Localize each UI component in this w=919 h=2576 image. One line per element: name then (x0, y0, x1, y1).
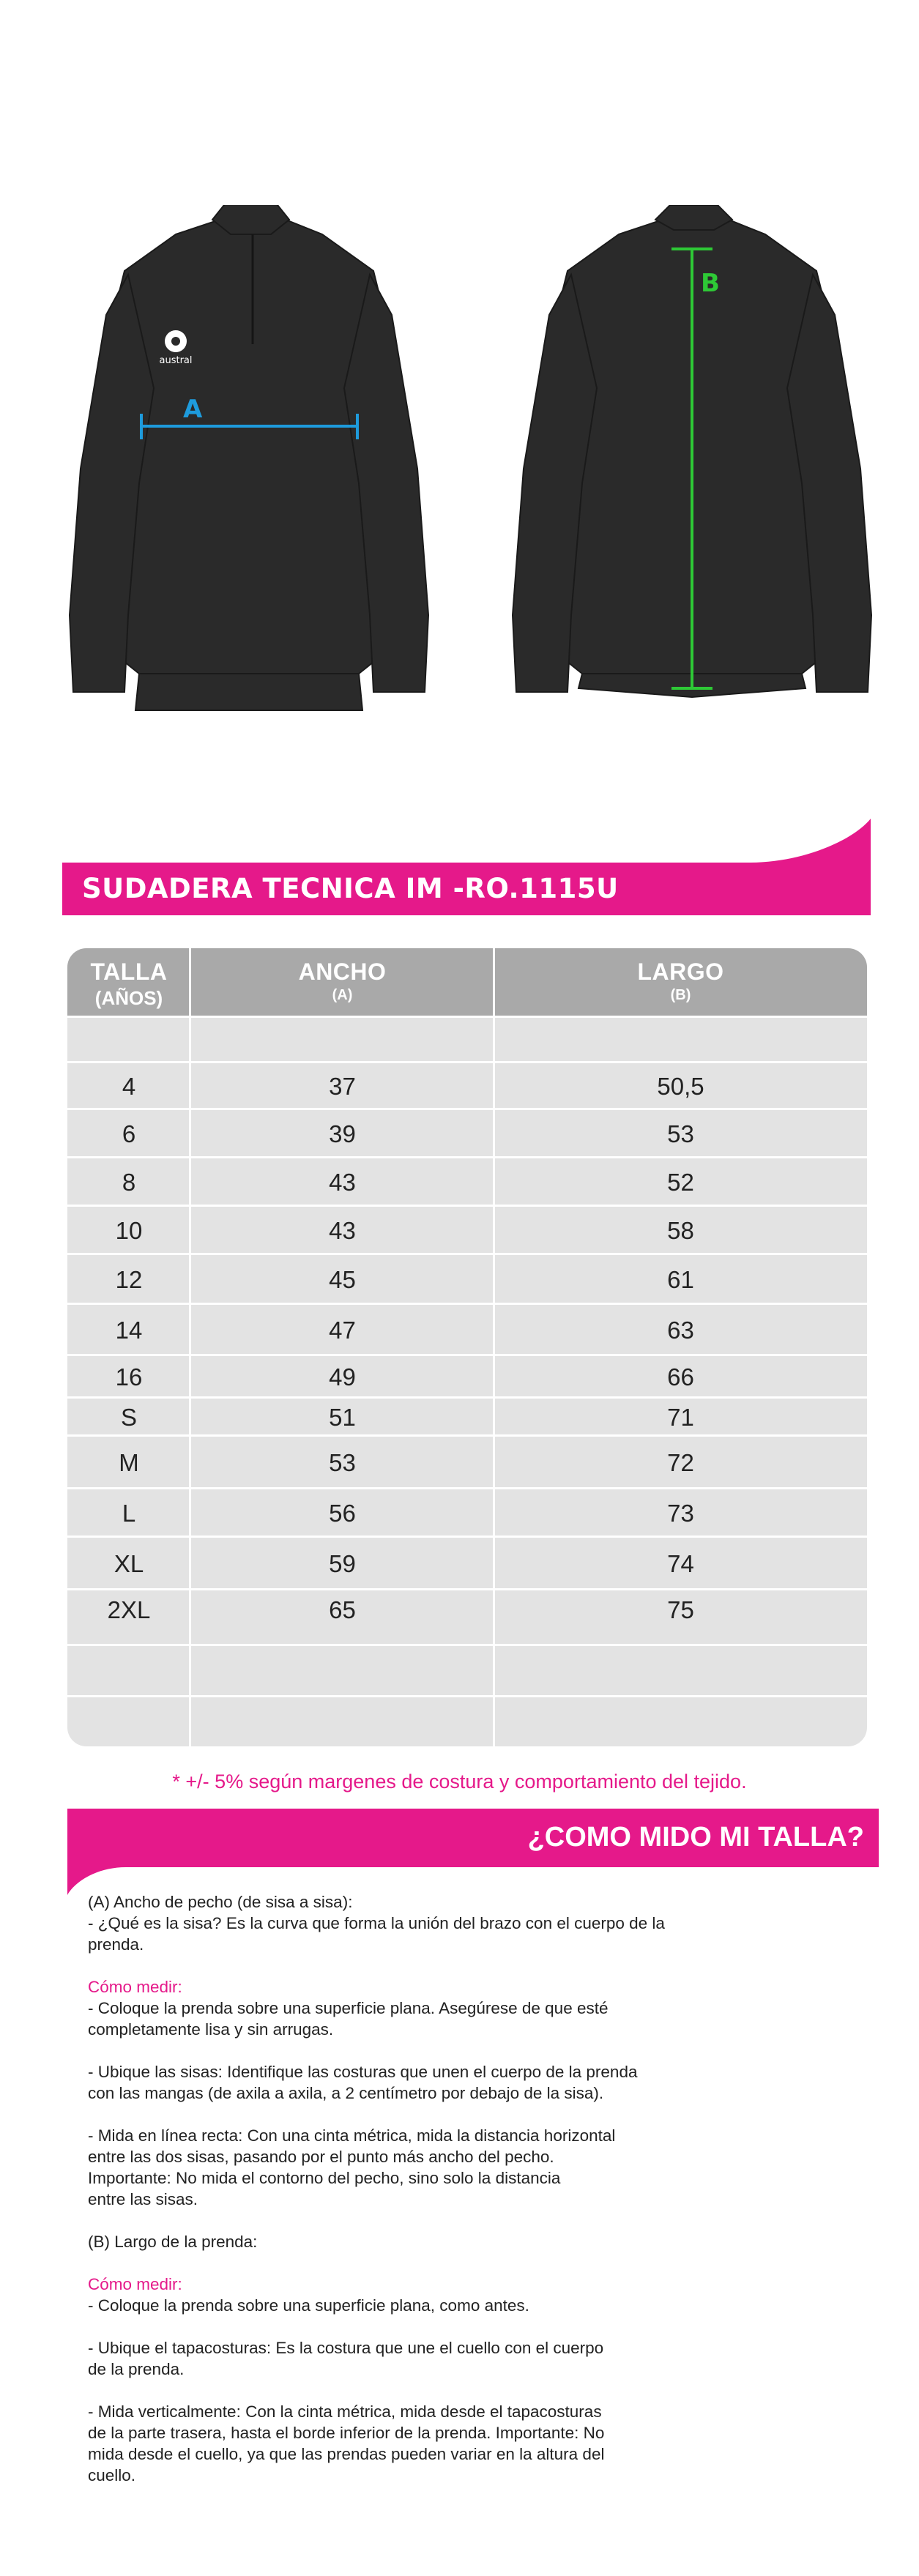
table-header (67, 948, 867, 1016)
table-row: XL 59 74 (67, 1535, 867, 1590)
table-row: 16 49 66 (67, 1354, 867, 1399)
table-row: 14 47 63 (67, 1303, 867, 1356)
table-row (67, 1016, 867, 1063)
page-title: SUDADERA TECNICA IM -RO.1115U (82, 873, 619, 904)
a-step-2: - Ubique las sisas: Identifique las costuras que unen el cuerpo de la prenda con las mangas (de axila a axila, a 2 centímetro por debajo de la sisa). (88, 2063, 638, 2102)
b-step-1: - Coloque la prenda sobre una superficie plana, como antes. (88, 2296, 529, 2315)
table-row (67, 1695, 867, 1746)
front-view-image (66, 205, 432, 747)
a-step-3: - Mida en línea recta: Con una cinta métrica, mida la distancia horizontal entre las dos sisas, pasando por el punto más ancho del pecho. Importante: No mida el contorno del pecho, sino solo la distancia entre las sisas. (88, 2126, 616, 2208)
back-view-image (509, 205, 875, 747)
tolerance-note: * +/- 5% según margenes de costura y comportamiento del tejido. (172, 1771, 747, 1793)
header-ancho: ANCHO (A) (298, 958, 387, 1003)
a-sisa-definition: - ¿Qué es la sisa? Es la curva que forma la unión del brazo con el cuerpo de la prenda. (88, 1914, 665, 1954)
brand-logo: austral (159, 355, 193, 366)
table-row (67, 1644, 867, 1697)
b-step-3: - Mida verticalmente: Con la cinta métrica, mida desde el tapacosturas de la parte trasera, hasta el borde inferior de la prenda. Importante: No mida desde el cuello, ya que las prendas pueden variar en la altura del cuello. (88, 2402, 605, 2484)
a-step-1: - Coloque la prenda sobre una superficie plana. Asegúrese de que esté completamente lisa y sin arrugas. (88, 1999, 609, 2039)
table-row: 8 43 52 (67, 1156, 867, 1207)
table-row: 10 43 58 (67, 1205, 867, 1255)
table-row: 12 45 61 (67, 1253, 867, 1305)
a-como-medir: Cómo medir: (88, 1978, 182, 1996)
b-step-2: - Ubique el tapacosturas: Es la costura que une el cuello con el cuerpo de la prenda. (88, 2339, 604, 2378)
how-to-title: ¿COMO MIDO MI TALLA? (527, 1822, 864, 1853)
measurement-instructions (88, 1891, 688, 2486)
table-row: 4 37 50,5 (67, 1061, 867, 1110)
table-row: S 51 71 (67, 1396, 867, 1437)
table-row: 6 39 53 (67, 1108, 867, 1158)
table-row: 2XL 65 75 (67, 1588, 867, 1630)
b-como-medir: Cómo medir: (88, 2275, 182, 2293)
size-table (67, 948, 867, 1746)
table-row: L 56 73 (67, 1487, 867, 1538)
header-talla: TALLA (AÑOS) (90, 958, 168, 1009)
table-row: M 53 72 (67, 1434, 867, 1489)
measure-b-label: B (701, 269, 720, 298)
b-heading: (B) Largo de la prenda: (88, 2233, 258, 2251)
header-largo: LARGO (B) (637, 958, 724, 1003)
a-heading: (A) Ancho de pecho (de sisa a sisa): (88, 1893, 353, 1911)
measure-a-label: A (183, 395, 203, 424)
